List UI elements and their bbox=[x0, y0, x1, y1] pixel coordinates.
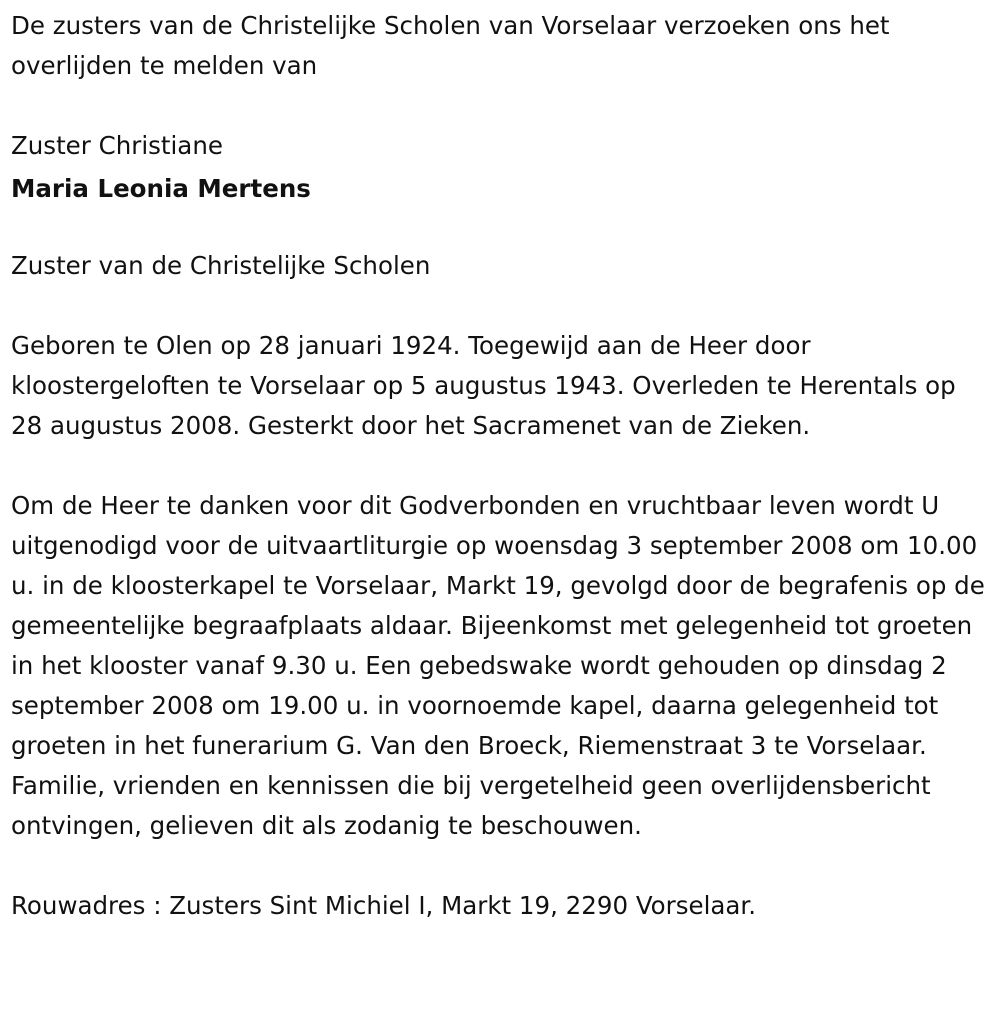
religious-name: Zuster Christiane bbox=[11, 131, 223, 160]
intro-paragraph: De zusters van de Christelijke Scholen van Vorselaar verzoeken ons het overlijden te melden van bbox=[11, 11, 890, 80]
mourning-address: Rouwadres : Zusters Sint Michiel I, Markt 19, 2290 Vorselaar. bbox=[11, 891, 757, 920]
deceased-name-block bbox=[11, 126, 986, 206]
biography-paragraph: Geboren te Olen op 28 januari 1924. Toegewijd aan de Heer door kloostergeloften te Vorselaar op 5 augustus 1943. Overleden te Herentals op 28 augustus 2008. Gesterkt door het Sacramenet van de Zieken. bbox=[11, 331, 956, 440]
ceremony-paragraph: Om de Heer te danken voor dit Godverbonden en vruchtbaar leven wordt U uitgenodigd voor de uitvaartliturgie op woensdag 3 september 2008 om 10.00 u. in de kloosterkapel te Vorselaar, Markt 19, gevolgd door de begrafenis op de gemeentelijke begraafplaats aldaar. Bijeenkomst met gelegenheid tot groeten in het klooster vanaf 9.30 u. Een gebedswake wordt gehouden op dinsdag 2 september 2008 om 19.00 u. in voornoemde kapel, daarna gelegenheid tot groeten in het funerarium G. Van den Broeck, Riemenstraat 3 te Vorselaar. Familie, vrienden en kennissen die bij vergetelheid geen overlijdensbericht ontvingen, gelieven dit als zodanig te beschouwen. bbox=[11, 491, 985, 840]
civil-name: Maria Leonia Mertens bbox=[11, 174, 311, 203]
congregation-line: Zuster van de Christelijke Scholen bbox=[11, 251, 431, 280]
